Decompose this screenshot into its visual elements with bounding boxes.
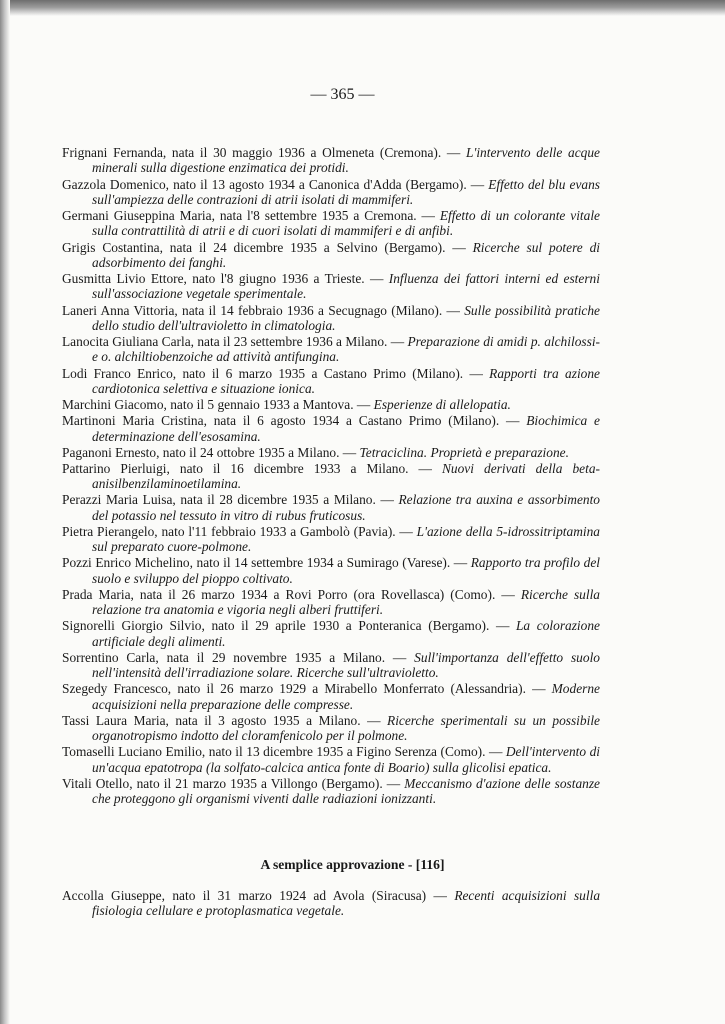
list-item <box>62 461 600 492</box>
list-item <box>62 413 600 444</box>
list-item <box>62 366 600 397</box>
entry-title: Relazione tra auxina e assorbimento del potassio nel tessuto in vitro di rubus fruticosus. <box>92 492 601 523</box>
entry-title: Influenza dei fattori interni ed esterni sull'associazione vegetale sperimentale. <box>92 271 600 302</box>
page-number: — 365 — <box>310 86 375 103</box>
entry-details: Perazzi Maria Luisa, nata il 28 dicembre 1935 a Milano. — <box>62 492 399 508</box>
entry-details: Paganoni Ernesto, nato il 24 ottobre 1935 a Milano. — <box>62 444 360 460</box>
thesis-list <box>62 145 600 807</box>
entry-title: Ricerche sulla relazione tra anatomia e vigoria negli alberi fruttiferi. <box>92 586 600 618</box>
list-item <box>62 492 600 523</box>
list-item <box>62 555 600 586</box>
entry-details: Germani Giuseppina Maria, nata l'8 settembre 1935 a Cremona. — <box>62 208 440 223</box>
list-item <box>62 208 600 239</box>
entry-details: Szegedy Francesco, nato il 26 marzo 1929 a Mirabello Monferrato (Alessandria). — <box>62 681 552 697</box>
list-item <box>62 334 600 365</box>
entry-details: Grigis Costantina, nata il 24 dicembre 1935 a Selvino (Bergamo). — <box>62 239 473 255</box>
list-item <box>62 650 600 681</box>
list-item <box>62 713 600 744</box>
entry-details: Pozzi Enrico Michelino, nato il 14 settembre 1934 a Sumirago (Varese). — <box>62 555 471 571</box>
list-item <box>62 303 600 334</box>
entry-details: Tomaselli Luciano Emilio, nato il 13 dicembre 1935 a Figino Serenza (Como). — <box>62 744 506 760</box>
entry-details: Vitali Otello, nato il 21 marzo 1935 a Villongo (Bergamo). — <box>62 775 405 791</box>
list-item <box>62 744 600 775</box>
entry-details: Tassi Laura Maria, nata il 3 agosto 1935 a Milano. — <box>62 712 388 728</box>
entry-title: Rapporti tra azione cardiotonica selettiva e situazione ionica. <box>92 365 600 396</box>
entry-details: Prada Maria, nata il 26 marzo 1934 a Rovi Porro (ora Rovellasca) (Como). — <box>62 586 521 602</box>
entry-title: L'azione della 5-idrossitriptamina sul preparato cuore-polmone. <box>92 523 600 555</box>
list-item <box>62 397 600 412</box>
entry-title: Nuovi derivati della beta-anisilbenzilaminoetilamina. <box>92 460 601 492</box>
entry-title: Moderne acquisizioni nella preparazione delle compresse. <box>92 681 600 712</box>
entry-title: Meccanismo d'azione delle sostanze che proteggono gli organismi viventi dalle radiazioni ionizzanti. <box>92 775 600 807</box>
entry-details: Frignani Fernanda, nata il 30 maggio 1936 a Olmeneta (Cremona). — <box>62 145 467 160</box>
section-heading: A semplice approvazione - [116] <box>260 857 445 872</box>
list-item <box>62 240 600 271</box>
entry-details: Martinoni Maria Cristina, nata il 6 agosto 1934 a Castano Primo (Milano). — <box>62 413 527 429</box>
entry-details: Signorelli Giorgio Silvio, nato il 29 aprile 1930 a Ponteranica (Bergamo). — <box>62 618 516 634</box>
entry-details: Lodi Franco Enrico, nato il 6 marzo 1935 a Castano Primo (Milano). — <box>62 365 490 381</box>
entry-title: Effetto di un colorante vitale sulla contrattilità di atrii e di cuori isolati di mammiferi e di anfibi. <box>92 208 600 239</box>
list-item <box>62 776 600 807</box>
entry-details: Pattarino Pierluigi, nato il 16 dicembre 1933 a Milano. — <box>62 460 442 476</box>
entry-title: Sulle possibilità pratiche dello studio dell'ultravioletto in climatologia. <box>92 302 601 333</box>
entry-details: Laneri Anna Vittoria, nata il 14 febbraio 1936 a Secugnago (Milano). — <box>62 302 465 318</box>
entry-title: Recenti acquisizioni sulla fisiologia cellulare e protoplasmatica vegetale. <box>92 888 601 919</box>
approval-list <box>62 888 600 920</box>
entry-title: Biochimica e determinazione dell'esosamina. <box>92 413 600 444</box>
entry-title: Preparazione di amidi p. alchilossi- e o. alchiltiobenzoiche ad attività antifungina. <box>92 334 600 365</box>
entry-title: Effetto del blu evans sull'ampiezza delle contrazioni di atrii isolati di mammiferi. <box>92 176 600 207</box>
list-item <box>62 177 600 208</box>
list-item <box>62 587 600 618</box>
entry-title: L'intervento delle acque minerali sulla digestione enzimatica dei protidi. <box>92 145 601 176</box>
entry-title: Esperienze di allelopatia. <box>373 397 511 412</box>
entry-details: Marchini Giacomo, nato il 5 gennaio 1933 a Mantova. — <box>62 397 374 412</box>
entry-title: Tetraciclina. Proprietà e preparazione. <box>359 444 569 460</box>
scan-top-edge <box>0 0 725 16</box>
entry-title: Sull'importanza dell'effetto suolo nell'intensità dell'irradiazione solare. Ricerche sull'ultravioletto. <box>92 649 600 681</box>
entry-details: Gusmitta Livio Ettore, nato l'8 giugno 1936 a Trieste. — <box>62 271 389 286</box>
entry-title: La colorazione artificiale degli alimenti. <box>92 618 600 649</box>
list-item <box>62 145 600 176</box>
entry-title: Rapporto tra profilo del suolo e sviluppo del pioppo coltivato. <box>92 555 600 586</box>
entry-details: Lanocita Giuliana Carla, nata il 23 settembre 1936 a Milano. — <box>62 334 408 349</box>
list-item <box>62 681 600 712</box>
entry-details: Sorrentino Carla, nata il 29 novembre 1935 a Milano. — <box>62 649 415 665</box>
entry-title: Ricerche sul potere di adsorbimento dei fanghi. <box>92 239 600 270</box>
list-item <box>62 618 600 649</box>
entry-title: Ricerche sperimentali su un possibile organotropismo indotto del cloramfenicolo per il polmone. <box>92 712 600 744</box>
list-item <box>62 271 600 302</box>
entry-title: Dell'intervento di un'acqua epatotropa (la solfato-calcica antica fonte di Boario) sulla glicolisi epatica. <box>92 744 600 775</box>
list-item <box>62 524 600 555</box>
entry-details: Accolla Giuseppe, nato il 31 marzo 1924 ad Avola (Siracusa) — <box>62 888 455 903</box>
list-item <box>62 888 600 919</box>
entry-details: Pietra Pierangelo, nato l'11 febbraio 1933 a Gambolò (Pavia). — <box>62 523 417 539</box>
list-item <box>62 445 600 460</box>
entry-details: Gazzola Domenico, nato il 13 agosto 1934 a Canonica d'Adda (Bergamo). — <box>62 176 489 192</box>
